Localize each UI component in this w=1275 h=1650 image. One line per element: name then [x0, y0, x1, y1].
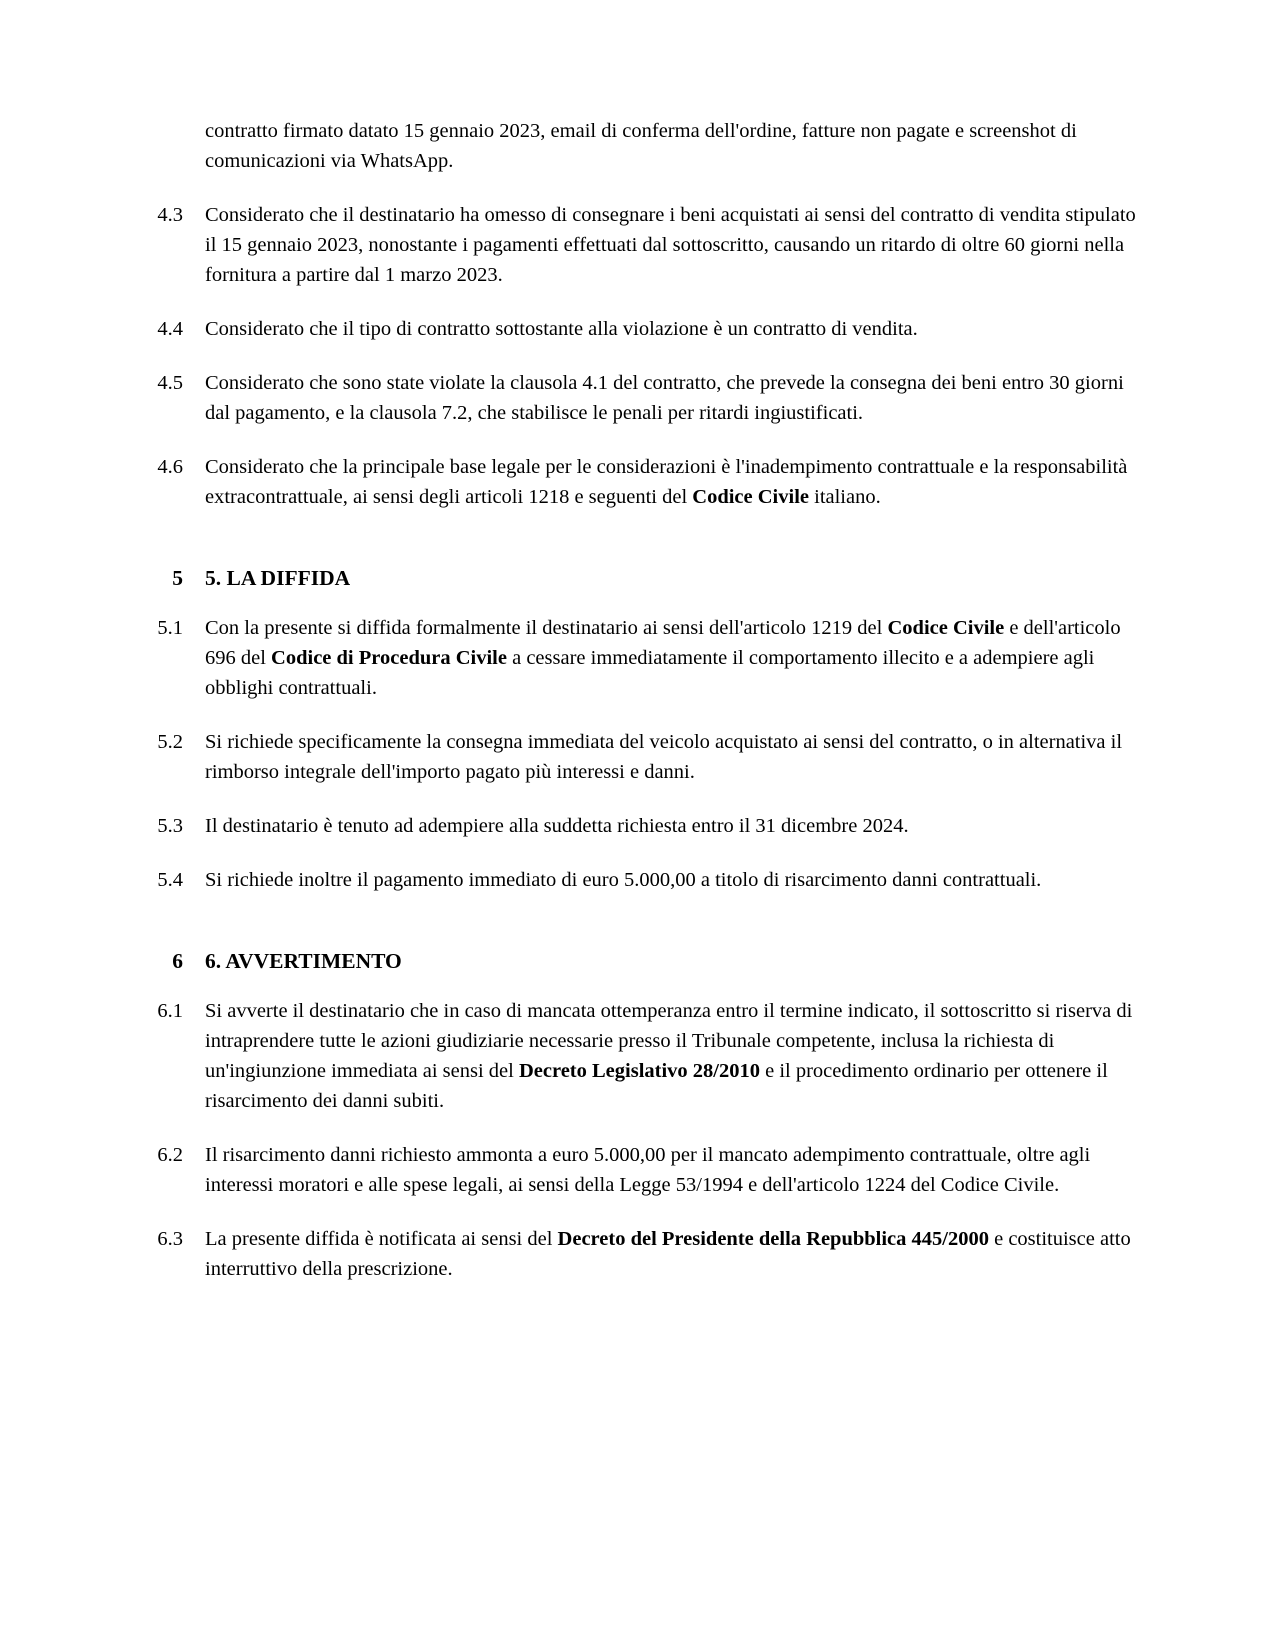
text-segment: Il destinatario è tenuto ad adempiere alla suddetta richiesta entro il 31 dicembre 2024. — [205, 815, 909, 837]
paragraph-text — [205, 613, 1140, 703]
text-segment: Si avverte il destinatario che in caso di mancata ottemperanza entro il termine indicato, il sottoscritto si riserva di intraprendere tutte le azioni giudiziarie necessarie presso il Tribunale competente, inclusa la richiesta di un'ingiunzione immediata ai sensi del — [205, 1000, 1133, 1082]
paragraph-text — [205, 314, 1140, 344]
list-item-5.1 — [130, 613, 1275, 703]
paragraph-text — [205, 368, 1140, 428]
text-segment: Considerato che il destinatario ha omesso di consegnare i beni acquistati ai sensi del contratto di vendita stipulato il 15 gennaio 2023, nonostante i pagamenti effettuati dal sottoscritto, causando un ritardo di oltre 60 giorni nella fornitura a partire dal 1 marzo 2023. — [205, 204, 1136, 286]
section-heading-6 — [130, 946, 1275, 976]
bold-text-segment: 5. LA DIFFIDA — [205, 566, 351, 590]
bold-text-segment: Codice Civile — [692, 486, 809, 508]
paragraph-text — [205, 996, 1140, 1116]
item-number — [130, 116, 205, 176]
item-number: 5.2 — [157, 731, 183, 753]
item-number: 4.4 — [157, 318, 183, 340]
document-content — [130, 116, 1275, 1284]
text-segment: Considerato che la principale base legale per le considerazioni è l'inadempimento contrattuale e la responsabilità extracontrattuale, ai sensi degli articoli 1218 e seguenti del — [205, 456, 1128, 508]
bold-text-segment: Codice di Procedura Civile — [271, 647, 507, 669]
text-segment: Considerato che sono state violate la clausola 4.1 del contratto, che prevede la consegna dei beni entro 30 giorni dal pagamento, e la clausola 7.2, che stabilisce le penali per ritardi ingiustificati. — [205, 372, 1124, 424]
text-segment: e dell'articolo 696 del — [205, 617, 1121, 669]
list-item-6.1 — [130, 996, 1275, 1116]
item-number: 6.1 — [157, 1000, 183, 1022]
paragraph-text — [205, 727, 1140, 787]
item-number: 6.3 — [157, 1228, 183, 1250]
text-segment: a cessare immediatamente il comportamento illecito e a adempiere agli obblighi contrattuali. — [205, 647, 1095, 699]
paragraph-text — [205, 116, 1140, 176]
section-number: 5 — [172, 566, 183, 590]
text-segment: italiano. — [809, 486, 881, 508]
list-item-6.3 — [130, 1224, 1275, 1284]
paragraph-text — [205, 452, 1140, 512]
text-segment: Si richiede inoltre il pagamento immediato di euro 5.000,00 a titolo di risarcimento danni contrattuali. — [205, 869, 1042, 891]
text-segment: e costituisce atto interruttivo della prescrizione. — [205, 1228, 1131, 1280]
list-item-4.4 — [130, 314, 1275, 344]
text-segment: contratto firmato datato 15 gennaio 2023, email di conferma dell'ordine, fatture non pagate e screenshot di comunicazioni via WhatsApp. — [205, 120, 1077, 172]
list-item-5.3 — [130, 811, 1275, 841]
paragraph-text — [205, 811, 1140, 841]
paragraph-text — [205, 865, 1140, 895]
bold-text-segment: Decreto del Presidente della Repubblica 445/2000 — [557, 1228, 989, 1250]
heading-text — [205, 563, 1140, 593]
item-number: 5.1 — [157, 617, 183, 639]
continuation-paragraph — [130, 116, 1275, 176]
text-segment: e il procedimento ordinario per ottenere il risarcimento dei danni subiti. — [205, 1060, 1108, 1112]
item-number: 4.5 — [157, 372, 183, 394]
list-item-4.3 — [130, 200, 1275, 290]
text-segment: Il risarcimento danni richiesto ammonta a euro 5.000,00 per il mancato adempimento contrattuale, oltre agli interessi moratori e alle spese legali, ai sensi della Legge 53/1994 e dell'articolo 1224 del Codice Civile. — [205, 1144, 1091, 1196]
list-item-5.4 — [130, 865, 1275, 895]
bold-text-segment: Codice Civile — [887, 617, 1005, 639]
paragraph-text — [205, 200, 1140, 290]
list-item-4.6 — [130, 452, 1275, 512]
paragraph-text — [205, 1224, 1140, 1284]
paragraph-text — [205, 1140, 1140, 1200]
item-number: 5.4 — [157, 869, 183, 891]
text-segment: Con la presente si diffida formalmente il destinatario ai sensi dell'articolo 1219 del — [205, 617, 888, 639]
item-number: 4.3 — [157, 204, 183, 226]
text-segment: Considerato che il tipo di contratto sottostante alla violazione è un contratto di vendita. — [205, 318, 918, 340]
bold-text-segment: 6. AVVERTIMENTO — [205, 949, 402, 973]
list-item-5.2 — [130, 727, 1275, 787]
item-number: 6.2 — [157, 1144, 183, 1166]
heading-text — [205, 946, 1140, 976]
item-number: 5.3 — [157, 815, 183, 837]
text-segment: Si richiede specificamente la consegna immediata del veicolo acquistato ai sensi del contratto, o in alternativa il rimborso integrale dell'importo pagato più interessi e danni. — [205, 731, 1123, 783]
section-heading-5 — [130, 563, 1275, 593]
list-item-6.2 — [130, 1140, 1275, 1200]
list-item-4.5 — [130, 368, 1275, 428]
bold-text-segment: Decreto Legislativo 28/2010 — [518, 1060, 760, 1082]
section-number: 6 — [172, 949, 183, 973]
text-segment: La presente diffida è notificata ai sensi del — [205, 1228, 558, 1250]
item-number: 4.6 — [157, 456, 183, 478]
